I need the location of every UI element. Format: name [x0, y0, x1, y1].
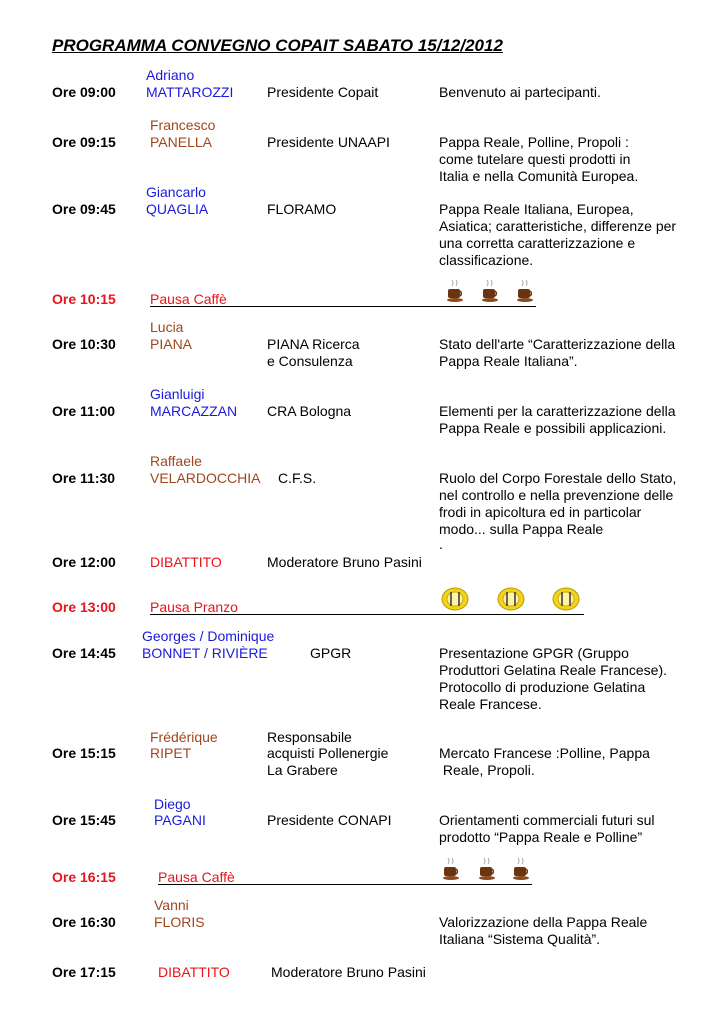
speaker-role-line: PIANA Ricerca — [267, 336, 360, 352]
talk-topic-line: una corretta caratterizzazione e — [439, 235, 636, 251]
speaker-first-name: Raffaele — [150, 453, 202, 469]
speaker-first-name: Adriano — [146, 67, 195, 83]
speaker-first-name: Giancarlo — [146, 184, 206, 200]
pause-underline — [150, 614, 584, 615]
moderator: Moderatore Bruno Pasini — [271, 964, 426, 980]
plate-fork-knife-icon — [551, 586, 581, 612]
talk-topic-line: Valorizzazione della Pappa Reale — [439, 914, 648, 930]
time-1200: Ore 12:00 — [52, 554, 116, 570]
plate-fork-knife-icon — [496, 586, 526, 612]
plate-fork-knife-icon — [440, 586, 470, 612]
speaker-first-name: Vanni — [154, 897, 189, 913]
talk-topic-line: Protocollo di produzione Gelatina — [439, 679, 646, 695]
talk-topic-line: Orientamenti commerciali futuri sul — [439, 812, 655, 828]
pause-label: Pausa Pranzo — [150, 599, 238, 615]
coffee-cup-icon — [446, 278, 466, 304]
coffee-cup-icon — [516, 278, 536, 304]
coffee-cup-icon — [478, 856, 498, 882]
pause-underline — [150, 306, 536, 307]
speaker-last-name: QUAGLIA — [146, 201, 209, 217]
speaker-last-name: PAGANI — [154, 812, 206, 828]
speaker-last-name: PIANA — [150, 336, 193, 352]
speaker-last-name: FLORIS — [154, 914, 205, 930]
speaker-last-name: PANELLA — [150, 134, 212, 150]
moderator: Moderatore Bruno Pasini — [267, 554, 422, 570]
talk-topic-line: Elementi per la caratterizzazione della — [439, 403, 676, 419]
talk-topic-line: Produttori Gelatina Reale Francese). — [439, 662, 667, 678]
pause-label: Pausa Caffè — [150, 291, 227, 307]
speaker-last-name: RIPET — [150, 745, 192, 761]
speaker-last-name: BONNET / RIVIÈRE — [142, 645, 268, 661]
speaker-role: Presidente CONAPI — [267, 812, 392, 828]
speaker-role: Presidente Copait — [267, 84, 379, 100]
speaker-role: GPGR — [310, 645, 352, 661]
talk-topic-line: Pappa Reale, Polline, Propoli : — [439, 134, 629, 150]
time-1445: Ore 14:45 — [52, 645, 116, 661]
talk-topic-line: modo... sulla Pappa Reale — [439, 521, 604, 537]
talk-topic-line: Presentazione GPGR (Gruppo — [439, 645, 629, 661]
speaker-last-name: MATTAROZZI — [146, 84, 234, 100]
coffee-cup-icon — [481, 278, 501, 304]
time-1515: Ore 15:15 — [52, 745, 116, 761]
speaker-first-name: Frédérique — [150, 729, 218, 745]
speaker-first-name: Diego — [154, 796, 191, 812]
speaker-role: C.F.S. — [278, 470, 317, 486]
time-1615: Ore 16:15 — [52, 869, 116, 885]
speaker-first-name: Georges / Dominique — [142, 628, 275, 644]
discussion-label: DIBATTITO — [150, 554, 222, 570]
time-1545: Ore 15:45 — [52, 812, 116, 828]
talk-topic-line: prodotto “Pappa Reale e Polline” — [439, 829, 643, 845]
talk-topic-line: come tutelare questi prodotti in — [439, 151, 631, 167]
page-title: PROGRAMMA CONVEGNO COPAIT SABATO 15/12/2012 — [52, 36, 503, 55]
talk-topic-line: Pappa Reale e possibili applicazioni. — [439, 420, 667, 436]
speaker-role: Presidente UNAAPI — [267, 134, 390, 150]
talk-topic-line: nel controllo e nella prevenzione delle — [439, 487, 674, 503]
talk-topic-line: Pappa Reale Italiana”. — [439, 353, 578, 369]
speaker-last-name: MARCAZZAN — [150, 403, 238, 419]
talk-topic-line: . — [439, 536, 443, 552]
time-0945: Ore 09:45 — [52, 201, 116, 217]
speaker-first-name: Francesco — [150, 117, 216, 133]
talk-topic-line: Reale Francese. — [439, 696, 542, 712]
time-0915: Ore 09:15 — [52, 134, 116, 150]
coffee-cup-icon — [442, 856, 462, 882]
speaker-role-line: e Consulenza — [267, 353, 353, 369]
speaker-last-name: VELARDOCCHIA — [150, 470, 261, 486]
speaker-role-line: La Grabere — [267, 762, 338, 778]
coffee-cup-icon — [512, 856, 532, 882]
time-1715: Ore 17:15 — [52, 964, 116, 980]
time-1015: Ore 10:15 — [52, 291, 116, 307]
talk-topic-line: Ruolo del Corpo Forestale dello Stato, — [439, 470, 677, 486]
pause-underline — [158, 884, 532, 885]
pause-label: Pausa Caffè — [158, 869, 235, 885]
talk-topic-line: Pappa Reale Italiana, Europea, — [439, 201, 634, 217]
speaker-first-name: Gianluigi — [150, 386, 205, 402]
speaker-role-line: acquisti Pollenergie — [267, 745, 389, 761]
talk-topic-line: classificazione. — [439, 252, 534, 268]
talk-topic-line: Stato dell'arte “Caratterizzazione della — [439, 336, 676, 352]
speaker-role-line: Responsabile — [267, 729, 352, 745]
speaker-role: CRA Bologna — [267, 403, 352, 419]
time-1130: Ore 11:30 — [52, 470, 116, 486]
time-1300: Ore 13:00 — [52, 599, 116, 615]
talk-topic: Benvenuto ai partecipanti. — [439, 84, 601, 100]
talk-topic-line: Italia e nella Comunità Europea. — [439, 168, 639, 184]
time-1630: Ore 16:30 — [52, 914, 116, 930]
talk-topic-line: Mercato Francese :Polline, Pappa — [439, 745, 650, 761]
talk-topic-line: Reale, Propoli. — [439, 762, 535, 778]
talk-topic-line: frodi in apicoltura ed in particolar — [439, 504, 642, 520]
time-1100: Ore 11:00 — [52, 403, 116, 419]
speaker-role: FLORAMO — [267, 201, 337, 217]
talk-topic-line: Asiatica; caratteristiche, differenze per — [439, 218, 677, 234]
discussion-label: DIBATTITO — [158, 964, 230, 980]
talk-topic-line: Italiana “Sistema Qualità”. — [439, 931, 601, 947]
time-1030: Ore 10:30 — [52, 336, 116, 352]
speaker-first-name: Lucia — [150, 319, 184, 335]
time-0900: Ore 09:00 — [52, 84, 116, 100]
